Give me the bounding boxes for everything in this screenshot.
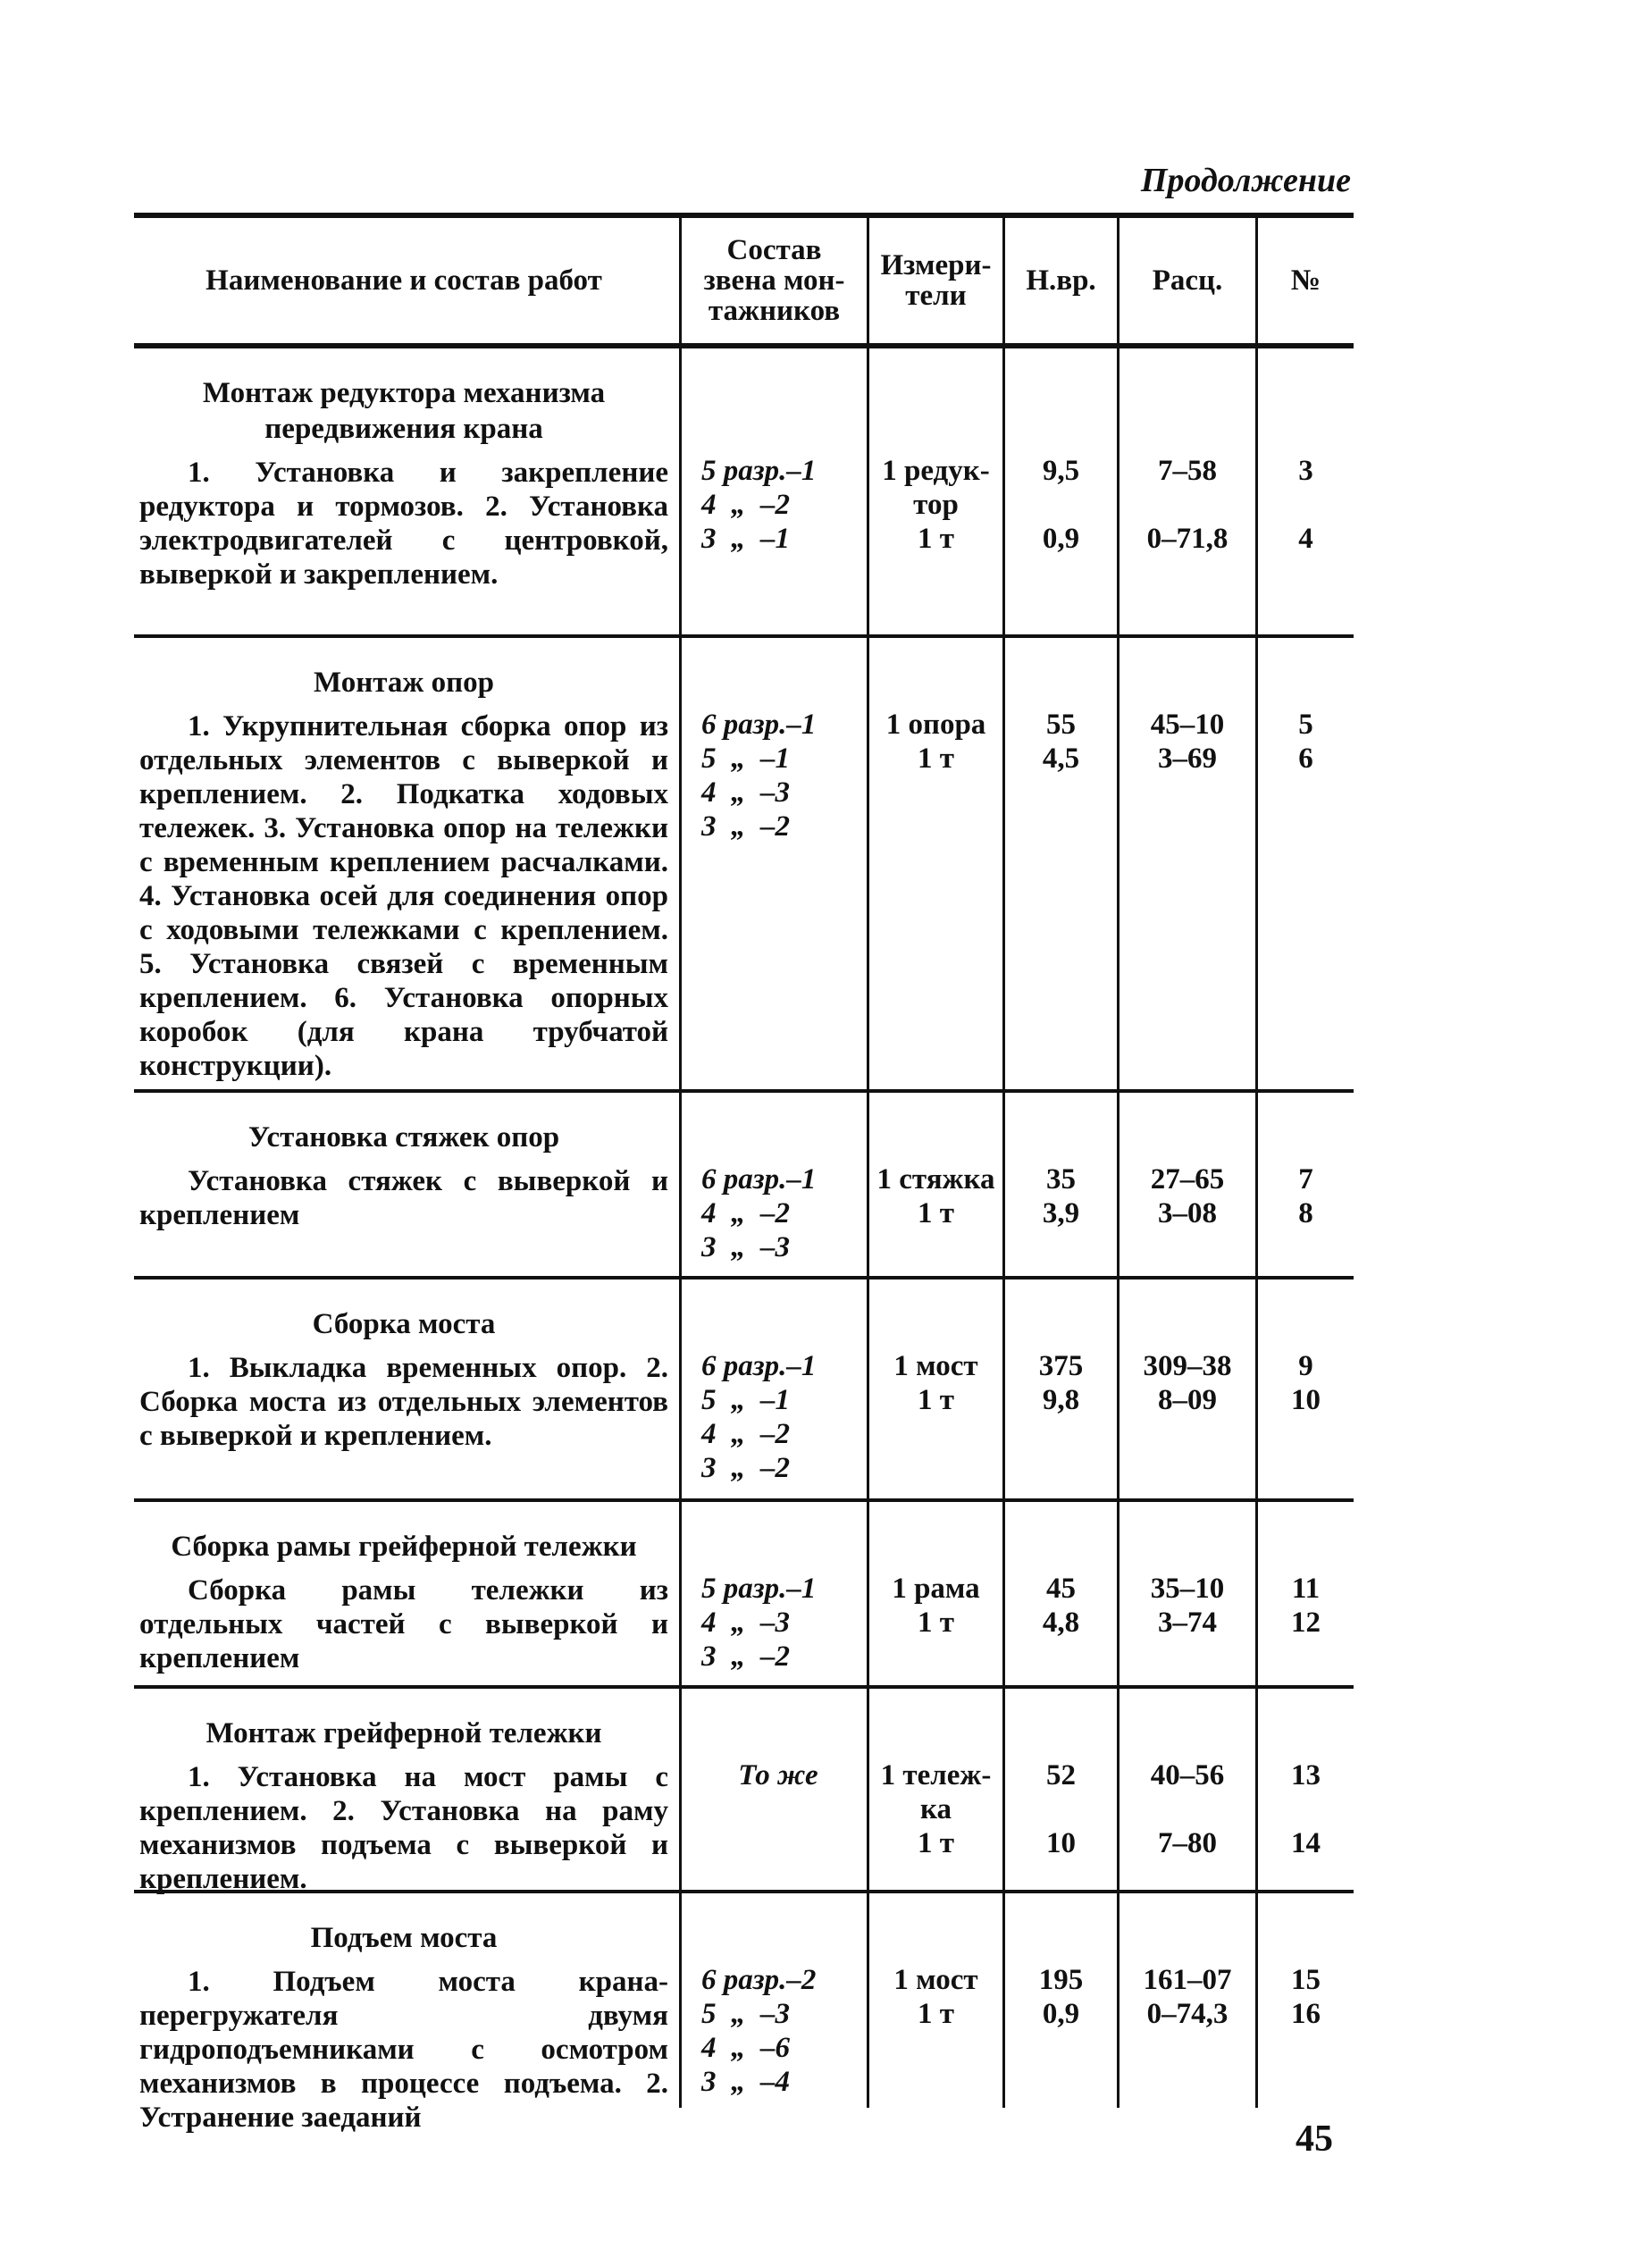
norm-cell-line: 4,8 — [1042, 1607, 1080, 1639]
section-description: 1. Установка и закрепление редуктора и тормозов. 2. Установка электродвигателей с центровкой, выверкой и закреплением. — [139, 457, 668, 591]
num-cell-line: 15 — [1291, 1964, 1321, 1996]
section-description: Сборка рамы тележки из отдельных частей с выверкой и креплением — [139, 1574, 668, 1674]
rate-cell — [1117, 1280, 1255, 1498]
norm-cell-line: 3,9 — [1042, 1197, 1080, 1229]
crew-cell-line: 6 разр.–1 — [701, 709, 817, 741]
rate-cell-line: 8–09 — [1158, 1384, 1217, 1416]
section-title: Сборка рамы грейферной тележки — [171, 1531, 637, 1563]
rate-cell-line: 45–10 — [1150, 709, 1225, 741]
table-body — [134, 348, 1354, 2134]
num-cell — [1255, 348, 1354, 634]
norm-cell-line: 9,8 — [1042, 1384, 1080, 1416]
crew-cell — [679, 1502, 867, 1685]
unit-cell-line: 1 мост — [893, 1964, 978, 1996]
section-description: 1. Установка на мост рамы с креплением. 2. Установка на раму механизмов подъема с выверкой и креплением. — [139, 1761, 668, 1895]
section-title: Установка стяжек опор — [247, 1121, 560, 1154]
num-cell-line: 3 — [1298, 455, 1313, 487]
header-unit: Измери-тели — [867, 218, 1002, 343]
unit-cell-line: 1 т — [918, 1998, 954, 2030]
num-cell — [1255, 1689, 1354, 1890]
norm-cell-line: 9,5 — [1042, 455, 1080, 487]
crew-cell-line: 4 „ –3 — [701, 776, 790, 809]
unit-cell — [867, 1502, 1002, 1685]
header-norm: Н.вр. — [1002, 218, 1117, 343]
unit-cell — [867, 1280, 1002, 1498]
work-description-cell — [134, 1502, 679, 1685]
table-row — [134, 1689, 1354, 1895]
crew-cell-line: 3 „ –2 — [701, 810, 790, 843]
crew-cell-line: 6 разр.–1 — [701, 1163, 817, 1196]
norm-cell-line: 45 — [1046, 1573, 1076, 1605]
table-row — [134, 348, 1354, 634]
crew-cell-line: 4 „ –2 — [701, 1418, 790, 1450]
rate-cell — [1117, 1093, 1255, 1276]
work-description-cell — [134, 1893, 679, 2134]
crew-cell-line: 4 „ –2 — [701, 489, 790, 521]
num-cell — [1255, 638, 1354, 1089]
rate-cell — [1117, 638, 1255, 1089]
header-rate: Расц. — [1117, 218, 1255, 343]
norm-cell — [1002, 348, 1117, 634]
section-title: Сборка моста — [312, 1308, 496, 1340]
unit-cell-line: 1 тележ- — [880, 1759, 992, 1791]
unit-cell-line: 1 т — [918, 1827, 954, 1859]
crew-cell-line: 6 разр.–1 — [701, 1350, 817, 1382]
crew-cell-line: 3 „ –3 — [701, 1231, 790, 1263]
table-row — [134, 1093, 1354, 1276]
crew-cell-line: 3 „ –2 — [701, 1452, 790, 1484]
num-cell-line: 6 — [1298, 743, 1313, 775]
section-description: Установка стяжек с выверкой и креплением — [139, 1165, 668, 1231]
norm-cell-line: 0,9 — [1042, 1998, 1080, 2030]
rate-cell-line: 27–65 — [1150, 1163, 1225, 1196]
num-cell-line: 11 — [1291, 1573, 1321, 1605]
norm-cell-line: 55 — [1046, 709, 1076, 741]
rate-cell-line — [1125, 1792, 1250, 1826]
num-cell-line: 14 — [1291, 1827, 1321, 1859]
norm-cell-line: 35 — [1046, 1163, 1076, 1196]
num-cell-line — [1263, 1792, 1348, 1826]
section-description: 1. Выкладка временных опор. 2. Сборка моста из отдельных элементов с выверкой и креплением. — [139, 1352, 668, 1452]
num-cell-line: 10 — [1291, 1384, 1321, 1416]
norm-cell-line — [1010, 1792, 1111, 1826]
num-cell-line: 5 — [1298, 709, 1313, 741]
crew-cell — [679, 1689, 867, 1890]
crew-cell-line: 4 „ –2 — [701, 1197, 790, 1229]
section-title: Монтаж опор — [314, 667, 494, 699]
rate-cell-line: 7–80 — [1158, 1827, 1217, 1859]
crew-cell — [679, 1093, 867, 1276]
norm-cell — [1002, 638, 1117, 1089]
crew-cell — [679, 348, 867, 634]
crew-cell — [679, 638, 867, 1089]
work-description-cell — [134, 638, 679, 1089]
num-cell-line: 7 — [1298, 1163, 1313, 1196]
crew-cell-line: 3 „ –4 — [701, 2066, 790, 2098]
norm-cell-line: 0,9 — [1042, 523, 1080, 555]
unit-cell — [867, 1093, 1002, 1276]
unit-cell-line: 1 т — [918, 523, 954, 555]
norm-cell — [1002, 1893, 1117, 2108]
num-cell — [1255, 1502, 1354, 1685]
unit-cell — [867, 638, 1002, 1089]
unit-cell-line: 1 мост — [893, 1350, 978, 1382]
work-description-cell — [134, 1689, 679, 1895]
norm-cell-line: 195 — [1038, 1964, 1084, 1996]
norms-table — [134, 213, 1354, 2134]
unit-cell — [867, 1893, 1002, 2108]
norm-cell-line: 10 — [1046, 1827, 1076, 1859]
unit-cell — [867, 348, 1002, 634]
norm-cell-line — [1010, 488, 1111, 522]
num-cell — [1255, 1280, 1354, 1498]
unit-cell-line: 1 т — [918, 1607, 954, 1639]
num-cell-line: 13 — [1291, 1759, 1321, 1791]
unit-cell — [867, 1689, 1002, 1890]
unit-cell-line: 1 т — [918, 1197, 954, 1229]
crew-cell-line: То же — [701, 1759, 818, 1791]
crew-cell-line: 5 „ –1 — [701, 1384, 790, 1416]
crew-cell-line: 3 „ –1 — [701, 523, 790, 555]
unit-cell-line: 1 опора — [885, 709, 986, 741]
section-title: Подъем моста — [310, 1922, 498, 1954]
page-number: 45 — [1296, 2119, 1333, 2160]
table-row — [134, 1502, 1354, 1685]
rate-cell-line: 3–08 — [1158, 1197, 1217, 1229]
num-cell-line: 12 — [1291, 1607, 1321, 1639]
rate-cell — [1117, 1502, 1255, 1685]
header-num: № — [1255, 218, 1354, 343]
num-cell — [1255, 1093, 1354, 1276]
unit-cell-line: 1 стяжка — [876, 1163, 995, 1196]
rate-cell-line: 309–38 — [1143, 1350, 1232, 1382]
crew-cell-line: 4 „ –3 — [701, 1607, 790, 1639]
rate-cell-line: 0–71,8 — [1146, 523, 1229, 555]
unit-cell-line: 1 т — [918, 1384, 954, 1416]
norm-cell — [1002, 1502, 1117, 1685]
rate-cell-line: 0–74,3 — [1146, 1998, 1229, 2030]
rate-cell — [1117, 1893, 1255, 2108]
crew-cell-line: 4 „ –6 — [701, 2032, 790, 2064]
work-description-cell — [134, 1280, 679, 1498]
rate-cell-line: 40–56 — [1150, 1759, 1225, 1791]
section-description: 1. Подъем моста крана-перегружателя двумя гидроподъемниками с осмотром механизмов в процессе подъема. 2. Устранение заеданий — [139, 1966, 668, 2134]
num-cell — [1255, 1893, 1354, 2108]
norm-cell-line: 375 — [1038, 1350, 1084, 1382]
header-name: Наименование и состав работ — [205, 264, 602, 297]
section-description: 1. Укрупнительная сборка опор из отдельных элементов с выверкой и креплением. 2. Подкатка ходовых тележек. 3. Установка опор на тележки с временным креплением расчалками. 4. Установка осей для соединения опор с ходовыми тележками с креплением. 5. Установка связей с временным креплением. 6. Установка опорных коробок (для крана трубчатой конструкции). — [139, 710, 668, 1082]
crew-cell-line: 6 разр.–2 — [701, 1964, 817, 1996]
crew-cell-line: 5 „ –3 — [701, 1998, 790, 2030]
crew-cell — [679, 1280, 867, 1498]
norm-cell-line: 4,5 — [1042, 743, 1080, 775]
rate-cell-line: 7–58 — [1158, 455, 1217, 487]
crew-cell-line: 3 „ –2 — [701, 1640, 790, 1673]
num-cell-line: 9 — [1298, 1350, 1313, 1382]
table-row — [134, 1280, 1354, 1498]
crew-cell-line: 5 разр.–1 — [701, 1573, 817, 1605]
table-header-row — [134, 218, 1354, 343]
header-crew: Состав звена мон-тажников — [679, 218, 867, 343]
crew-cell — [679, 1893, 867, 2108]
num-cell-line — [1263, 488, 1348, 522]
table-row — [134, 1893, 1354, 2134]
table-row — [134, 638, 1354, 1089]
crew-cell-line: 5 разр.–1 — [701, 455, 817, 487]
rate-cell — [1117, 348, 1255, 634]
rate-cell-line — [1125, 488, 1250, 522]
norm-cell — [1002, 1280, 1117, 1498]
rate-cell-line: 3–69 — [1158, 743, 1217, 775]
unit-cell-line: 1 рама — [892, 1573, 980, 1605]
section-title: Монтаж редуктора механизма передвижения крана — [202, 377, 606, 445]
rate-cell — [1117, 1689, 1255, 1890]
continuation-label: Продолжение — [1140, 162, 1351, 199]
num-cell-line: 8 — [1298, 1197, 1313, 1229]
unit-cell-line: тор — [913, 489, 959, 521]
rate-cell-line: 3–74 — [1158, 1607, 1217, 1639]
num-cell-line: 16 — [1291, 1998, 1321, 2030]
rate-cell-line: 35–10 — [1150, 1573, 1225, 1605]
rate-cell-line: 161–07 — [1143, 1964, 1232, 1996]
crew-cell-line: 5 „ –1 — [701, 743, 790, 775]
norm-cell — [1002, 1093, 1117, 1276]
work-description-cell — [134, 348, 679, 634]
norm-cell — [1002, 1689, 1117, 1890]
norm-cell-line: 52 — [1046, 1759, 1076, 1791]
unit-cell-line: 1 т — [918, 743, 954, 775]
num-cell-line: 4 — [1298, 523, 1313, 555]
unit-cell-line: ка — [919, 1793, 952, 1825]
section-title: Монтаж грейферной тележки — [205, 1717, 602, 1749]
unit-cell-line: 1 редук- — [882, 455, 990, 487]
work-description-cell — [134, 1093, 679, 1276]
